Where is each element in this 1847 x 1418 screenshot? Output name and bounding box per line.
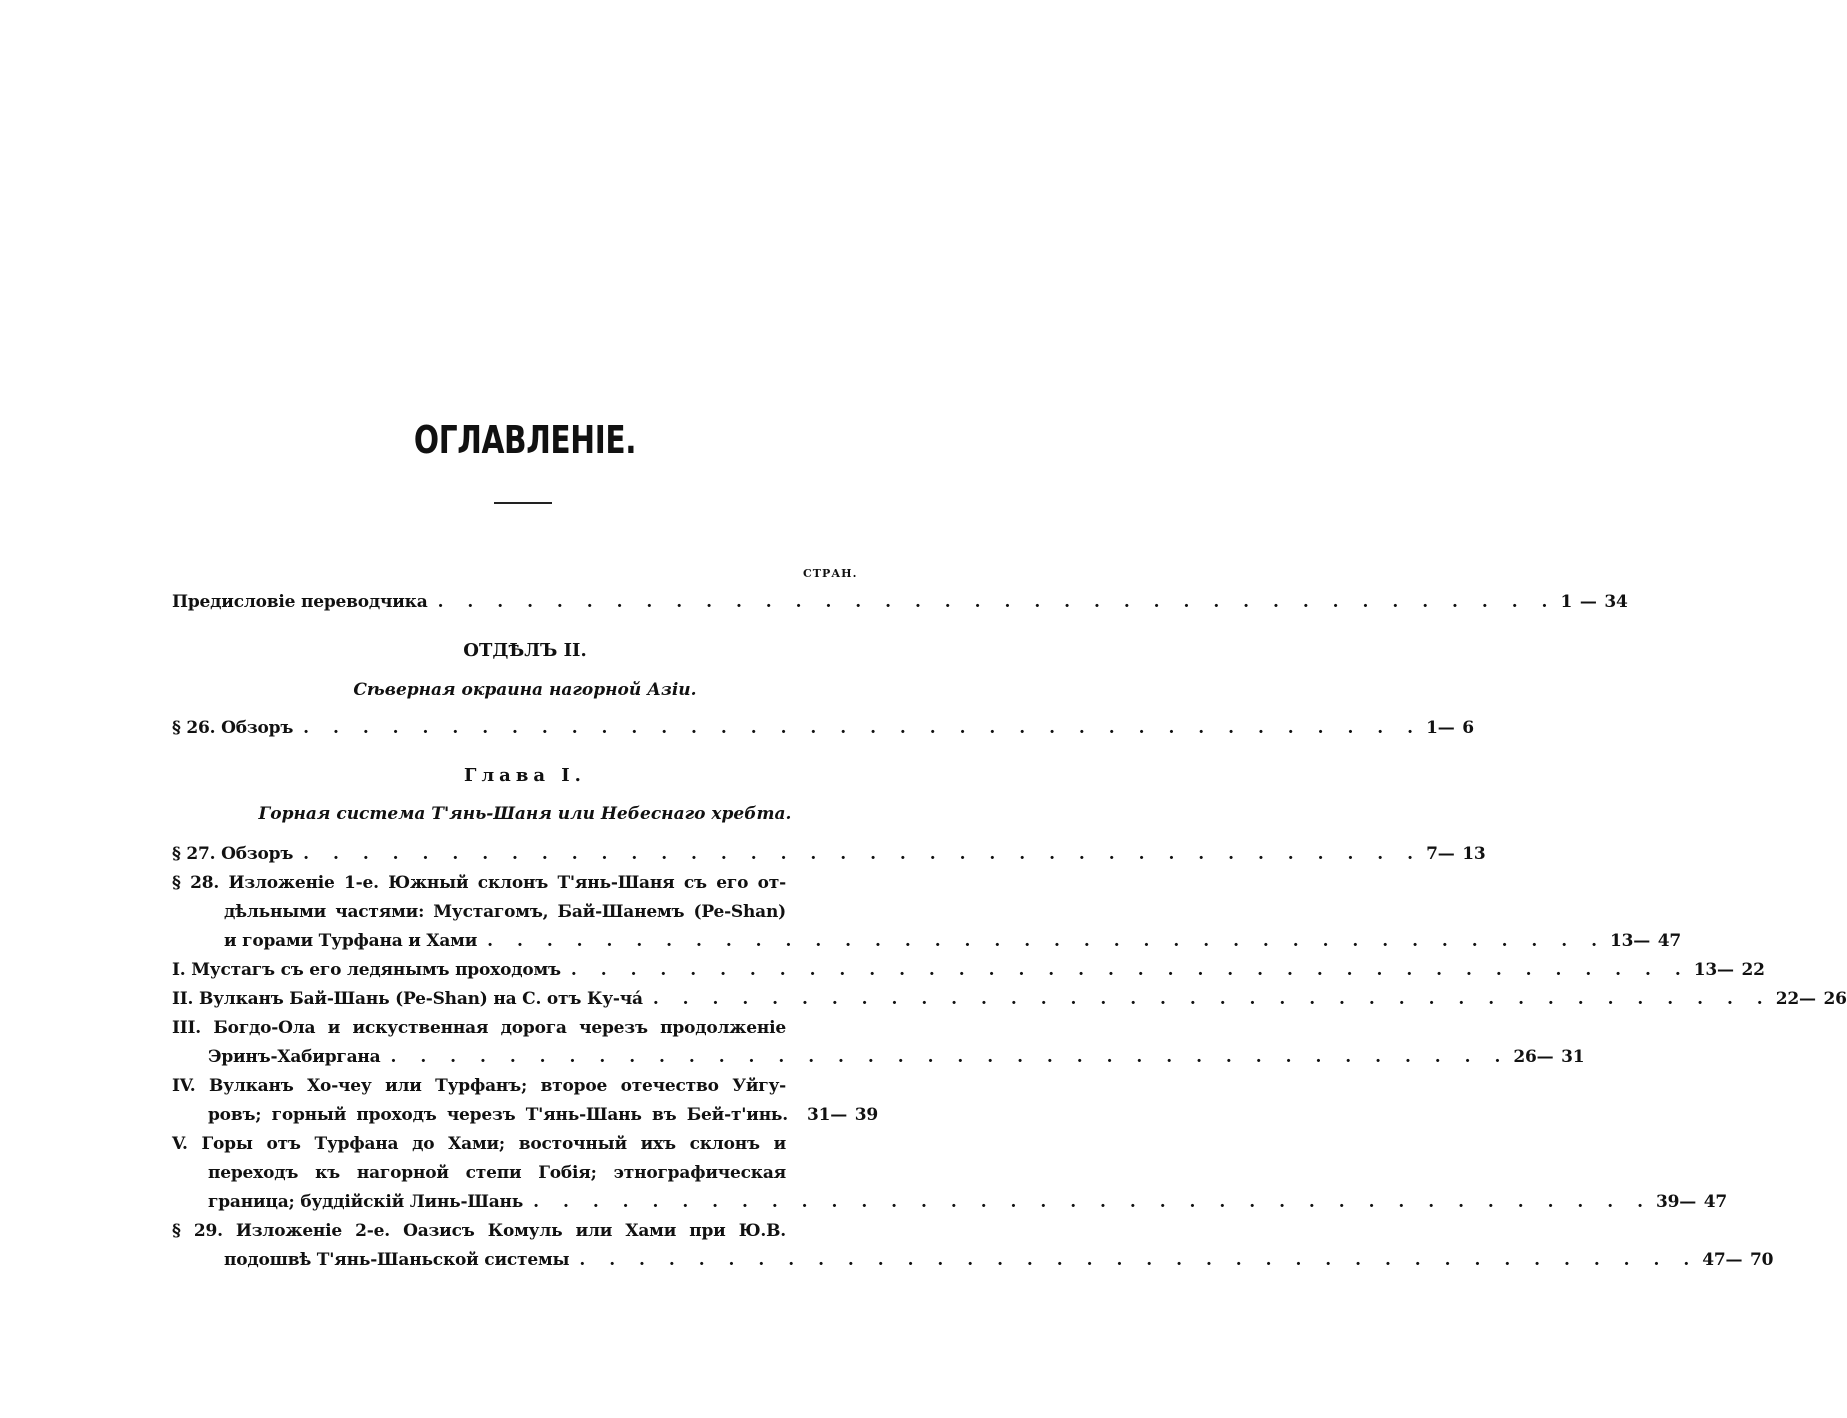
entry-label: II. Вулканъ Бай-Шань (Pe-Shan) на С. отъ Ку-ча́: [172, 989, 643, 1009]
chapter-subtitle: Горная система Т'янь-Шаня или Небеснаго хребта.: [258, 804, 792, 824]
entry-label: I. Мустагъ съ его ледянымъ проходомъ: [172, 960, 561, 980]
dot-leader: . . . . . . . . . . . . . . . . . . . . . . . . . . . . . . . . . . . . . .: [487, 931, 1607, 951]
dot-leader: . . . . . . . . . . . . . . . . . . . . . . . . . . . . . . . . . . . . . .: [533, 1192, 1653, 1212]
entry-label-line: ровъ; горный проходъ черезъ Т'янь-Шань въ Бей-т'инь.: [208, 1105, 788, 1125]
entry-label-line: § 29. Изложеніе 2-е. Оазисъ Комуль или Хами при Ю.В.: [172, 1221, 786, 1241]
page-title: ОГЛАВЛЕНІЕ.: [413, 418, 637, 462]
entry-label-line: § 28. Изложеніе 1-е. Южный склонъ Т'янь-Шаня съ его от-: [172, 873, 786, 893]
toc-entry-iii: [172, 1014, 1585, 1072]
entry-label-line: подошвѣ Т'янь-Шаньской системы: [224, 1250, 570, 1270]
pages-column-header: СТРАН.: [803, 567, 858, 580]
toc-entry-s26: [172, 714, 1474, 743]
entry-label-line: граница; буддійскій Линь-Шань: [208, 1192, 524, 1212]
toc-entry-v: [172, 1130, 1728, 1217]
entry-pages: 13— 22: [1693, 960, 1765, 980]
dot-leader: . . . . . . . . . . . . . . . . . . . . . . . . . . . . . . . . . . . . . .: [390, 1047, 1510, 1067]
entry-pages: 7— 13: [1426, 844, 1486, 864]
title-rule: [494, 502, 552, 504]
entry-label-line: V. Горы отъ Турфана до Хами; восточный ихъ склонъ и: [172, 1134, 786, 1154]
chapter-heading: Глава I.: [464, 765, 586, 786]
toc-entry-s28: [172, 869, 1682, 956]
entry-label: Предисловіе переводчика: [172, 592, 428, 612]
entry-label-line: Эринъ-Хабиргана: [208, 1047, 381, 1067]
dot-leader: . . . . . . . . . . . . . . . . . . . . . . . . . . . . . . . . . . . . . .: [579, 1250, 1699, 1270]
toc-entry-s27: [172, 840, 1486, 869]
entry-pages: 1— 6: [1426, 718, 1474, 738]
entry-pages: 31— 39: [806, 1105, 878, 1125]
entry-label-line: дѣльными частями: Мустагомъ, Бай-Шанемъ (Pe-Shan): [224, 902, 786, 922]
section-heading: ОТДѢЛЪ II.: [463, 640, 587, 661]
entry-pages: 22— 26: [1775, 989, 1847, 1009]
entry-pages: 39— 47: [1656, 1192, 1728, 1212]
entry-pages: 1 — 34: [1560, 592, 1628, 612]
entry-label: § 27. Обзоръ: [172, 844, 294, 864]
entry-pages: 47— 70: [1702, 1250, 1774, 1270]
toc-entry-iv: [172, 1072, 878, 1130]
dot-leader: . . . . . . . . . . . . . . . . . . . . . . . . . . . . . . . . . . . . . .: [437, 592, 1557, 612]
entry-label-line: IV. Вулканъ Хо-чеу или Турфанъ; второе отечество Уйгу-: [172, 1076, 786, 1096]
toc-entry-preface: [172, 588, 1628, 617]
entry-label-line: переходъ къ нагорной степи Гобія; этнографическая: [208, 1163, 786, 1183]
entry-label: § 26. Обзоръ: [172, 718, 294, 738]
entry-pages: 26— 31: [1513, 1047, 1585, 1067]
dot-leader: . . . . . . . . . . . . . . . . . . . . . . . . . . . . . . . . . . . . . .: [570, 960, 1690, 980]
toc-entry-i: [172, 956, 1765, 985]
toc-entry-ii: [172, 985, 1847, 1014]
entry-pages: 13— 47: [1610, 931, 1682, 951]
entry-label-line: III. Богдо-Ола и искуственная дорога черезъ продолженіе: [172, 1018, 786, 1038]
entry-label-line: и горами Турфана и Хами: [224, 931, 478, 951]
dot-leader: . . . . . . . . . . . . . . . . . . . . . . . . . . . . . . . . . . . . . .: [303, 718, 1423, 738]
toc-entry-s29: [172, 1217, 1774, 1275]
dot-leader: . . . . . . . . . . . . . . . . . . . . . . . . . . . . . . . . . . . . . .: [652, 989, 1772, 1009]
section-subtitle: Сѣверная окраина нагорной Азіи.: [353, 680, 697, 700]
dot-leader: . . . . . . . . . . . . . . . . . . . . . . . . . . . . . . . . . . . . . .: [303, 844, 1423, 864]
